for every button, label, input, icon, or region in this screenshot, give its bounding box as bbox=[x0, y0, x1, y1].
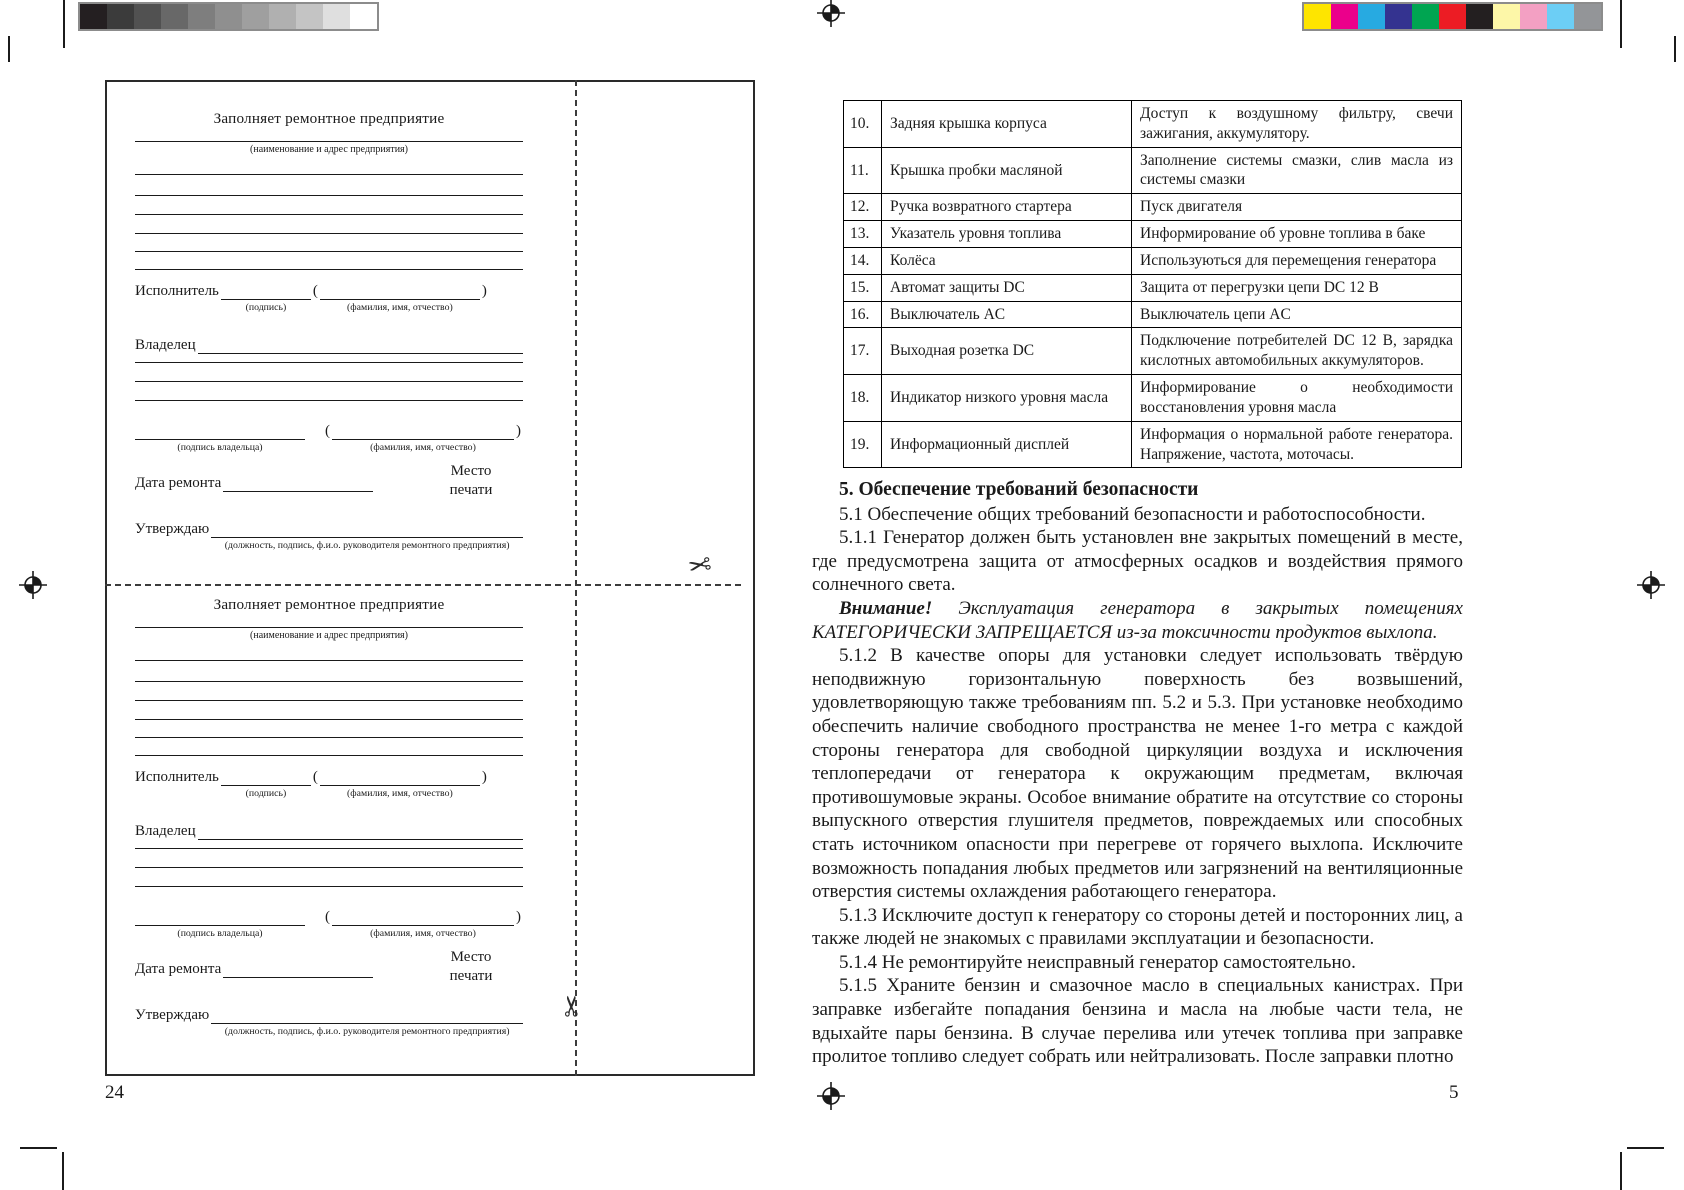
calibration-swatch bbox=[350, 4, 377, 29]
approver-caption: (должность, подпись, ф.и.о. руководителя ремонтного предприятия) bbox=[224, 1026, 510, 1037]
part-name-cell: Крышка пробки масляной bbox=[882, 147, 1132, 194]
blank-line bbox=[135, 848, 523, 849]
part-description-cell: Защита от перегрузки цепи DC 12 В bbox=[1132, 274, 1462, 301]
blank-line bbox=[135, 867, 523, 868]
approve-label: Утверждаю bbox=[135, 1007, 210, 1023]
blank-line bbox=[135, 195, 523, 196]
blank-line bbox=[135, 737, 523, 738]
row-number-cell: 15. bbox=[844, 274, 882, 301]
crop-mark bbox=[1627, 1147, 1664, 1149]
row-number-cell: 14. bbox=[844, 247, 882, 274]
blank-line bbox=[135, 700, 523, 701]
executor-row bbox=[135, 278, 523, 313]
calibration-swatch bbox=[107, 4, 134, 29]
part-description-cell: Информация о нормальной работе генератора. Напряжение, частота, моточасы. bbox=[1132, 421, 1462, 468]
signature-caption: (подпись) bbox=[245, 302, 287, 313]
blank-line bbox=[135, 251, 523, 252]
parts-table-body bbox=[844, 101, 1462, 468]
calibration-swatch bbox=[1466, 4, 1493, 29]
calibration-swatch bbox=[323, 4, 350, 29]
executor-name-field bbox=[320, 768, 480, 799]
repair-date-field bbox=[223, 474, 373, 492]
section-heading: 5. Обеспечение требований безопасности bbox=[839, 479, 1199, 500]
table-row bbox=[844, 328, 1462, 375]
stamp-line: печати bbox=[449, 482, 493, 498]
executor-signature-field bbox=[221, 282, 311, 313]
table-row bbox=[844, 101, 1462, 148]
blank-line bbox=[135, 233, 523, 234]
repair-form-top bbox=[135, 110, 523, 560]
owner-signature-row bbox=[135, 418, 523, 453]
approve-field bbox=[211, 520, 523, 551]
table-row bbox=[844, 301, 1462, 328]
table-row bbox=[844, 375, 1462, 422]
approve-row bbox=[135, 1002, 523, 1037]
blank-line bbox=[135, 681, 523, 682]
stamp-placeholder bbox=[435, 462, 507, 500]
calibration-swatch bbox=[1331, 4, 1358, 29]
color-calibration-bar bbox=[1302, 2, 1603, 31]
blank-line bbox=[135, 381, 523, 382]
owner-field bbox=[198, 822, 523, 840]
calibration-swatch bbox=[134, 4, 161, 29]
part-name-cell: Индикатор низкого уровня масла bbox=[882, 375, 1132, 422]
fullname-caption: (фамилия, имя, отчество) bbox=[347, 302, 453, 313]
row-number-cell: 18. bbox=[844, 375, 882, 422]
approver-caption: (должность, подпись, ф.и.о. руководителя ремонтного предприятия) bbox=[224, 540, 510, 551]
row-number-cell: 19. bbox=[844, 421, 882, 468]
calibration-swatch bbox=[1574, 4, 1601, 29]
executor-label: Исполнитель bbox=[135, 283, 219, 299]
paragraph-5-1-3: 5.1.3 Исключите доступ к генератору со стороны детей и посторонних лиц, а также людей не знакомых с правилами эксплуатации и безопасности. bbox=[812, 904, 1463, 950]
paragraph-5-1-2: 5.1.2 В качестве опоры для установки следует использовать твёрдую неподвижную горизонтальную поверхность без возвышений, удовлетворяющую также требованиям пп. 5.2 и 5.3. При установке необходимо обеспечить наличие свободного пространства не менее 1-го метра с каждой стороны генератора для свободной циркуляции воздуха и исключения теплопередачи от генератора к окружающим предметам, включая противошумовые экраны. Особое внимание обратите на отсутствие со стороны выпускного отверстия глушителя предметов, повреждаемых или способных стать источником опасности при перегреве от горячего выхлопа. Исключите возможность попадания любых предметов или загрязнений на вентиляционные отверстия системы охлаждения работающего генератора. bbox=[812, 645, 1463, 903]
blank-line bbox=[135, 214, 523, 215]
part-description-cell: Пуск двигателя bbox=[1132, 194, 1462, 221]
part-name-cell: Задняя крышка корпуса bbox=[882, 101, 1132, 148]
fullname-caption: (фамилия, имя, отчество) bbox=[370, 928, 476, 939]
row-number-cell: 10. bbox=[844, 101, 882, 148]
scissors-icon: ✂ bbox=[685, 547, 715, 584]
blank-line bbox=[135, 141, 523, 142]
owner-signature-caption: (подпись владельца) bbox=[177, 442, 263, 453]
paragraph-5-1-5: 5.1.5 Храните бензин и смазочное масло в специальных канистрах. При заправке избегайте попадания бензина и масла на любые части тела, не вдыхайте пары бензина. В случае перелива или утечек топлива при заправке пролитое топливо следует собрать или нейтрализовать. После заправки плотно bbox=[812, 975, 1463, 1068]
executor-row bbox=[135, 764, 523, 799]
owner-signature-field bbox=[135, 422, 305, 453]
fullname-caption: (фамилия, имя, отчество) bbox=[347, 788, 453, 799]
blank-line bbox=[135, 269, 523, 270]
row-number-cell: 13. bbox=[844, 221, 882, 248]
crop-mark bbox=[62, 1152, 64, 1190]
crop-mark bbox=[8, 36, 10, 62]
table-row bbox=[844, 247, 1462, 274]
executor-label: Исполнитель bbox=[135, 769, 219, 785]
crop-mark bbox=[1620, 1152, 1622, 1190]
part-description-cell: Информирование о необходимости восстановления уровня масла bbox=[1132, 375, 1462, 422]
part-name-cell: Информационный дисплей bbox=[882, 421, 1132, 468]
repair-date-label: Дата ремонта bbox=[135, 961, 222, 977]
stamp-line: Место bbox=[450, 463, 492, 479]
signature-caption: (подпись) bbox=[245, 788, 287, 799]
paren: ) bbox=[481, 769, 487, 785]
calibration-swatch bbox=[80, 4, 107, 29]
calibration-swatch bbox=[188, 4, 215, 29]
paren: ( bbox=[325, 909, 330, 925]
paren: ) bbox=[481, 283, 487, 299]
calibration-swatch bbox=[1547, 4, 1574, 29]
row-number-cell: 12. bbox=[844, 194, 882, 221]
executor-name-field bbox=[320, 282, 480, 313]
part-name-cell: Указатель уровня топлива bbox=[882, 221, 1132, 248]
repair-form-bottom bbox=[135, 596, 523, 1046]
part-description-cell: Заполнение системы смазки, слив масла из системы смазки bbox=[1132, 147, 1462, 194]
fullname-caption: (фамилия, имя, отчество) bbox=[370, 442, 476, 453]
form-heading: Заполняет ремонтное предприятие bbox=[213, 110, 445, 127]
company-caption: (наименование и адрес предприятия) bbox=[250, 630, 408, 641]
owner-name-field bbox=[332, 908, 514, 939]
blank-line bbox=[135, 886, 523, 887]
calibration-swatch bbox=[161, 4, 188, 29]
row-number-cell: 16. bbox=[844, 301, 882, 328]
owner-row bbox=[135, 332, 523, 354]
blank-line bbox=[135, 400, 523, 401]
part-description-cell: Используються для перемещения генератора bbox=[1132, 247, 1462, 274]
form-heading: Заполняет ремонтное предприятие bbox=[213, 596, 445, 613]
table-row bbox=[844, 274, 1462, 301]
owner-row bbox=[135, 818, 523, 840]
company-caption: (наименование и адрес предприятия) bbox=[250, 144, 408, 155]
calibration-swatch bbox=[269, 4, 296, 29]
warning-lead: Внимание! bbox=[839, 597, 933, 619]
part-name-cell: Выходная розетка DC bbox=[882, 328, 1132, 375]
blank-line bbox=[135, 362, 523, 363]
calibration-swatch bbox=[1304, 4, 1331, 29]
part-name-cell: Автомат защиты DC bbox=[882, 274, 1132, 301]
owner-signature-field bbox=[135, 908, 305, 939]
registration-mark-icon bbox=[1636, 570, 1666, 600]
stamp-line: печати bbox=[449, 968, 493, 984]
executor-signature-field bbox=[221, 768, 311, 799]
page-number-right: 5 bbox=[1449, 1082, 1459, 1103]
blank-line bbox=[135, 174, 523, 175]
calibration-swatch bbox=[215, 4, 242, 29]
page-number-left: 24 bbox=[105, 1082, 124, 1103]
table-row bbox=[844, 221, 1462, 248]
warning-paragraph bbox=[812, 597, 1463, 644]
stamp-placeholder bbox=[435, 948, 507, 986]
part-description-cell: Выключатель цепи AC bbox=[1132, 301, 1462, 328]
blank-line bbox=[135, 719, 523, 720]
calibration-swatch bbox=[1385, 4, 1412, 29]
part-description-cell: Информирование об уровне топлива в баке bbox=[1132, 221, 1462, 248]
owner-signature-row bbox=[135, 904, 523, 939]
blank-line bbox=[135, 627, 523, 628]
paren: ( bbox=[312, 283, 318, 299]
registration-mark-icon bbox=[816, 0, 846, 28]
crop-mark bbox=[20, 1147, 57, 1149]
crop-mark bbox=[63, 0, 65, 48]
paren: ( bbox=[312, 769, 318, 785]
warning-text: Эксплуатация генератора в закрытых помещениях КАТЕГОРИЧЕСКИ ЗАПРЕЩАЕТСЯ из-за токсичности продуктов выхлопа. bbox=[812, 597, 1463, 643]
horizontal-cut-line bbox=[105, 584, 741, 586]
calibration-swatch bbox=[1412, 4, 1439, 29]
part-name-cell: Колёса bbox=[882, 247, 1132, 274]
owner-field bbox=[198, 336, 523, 354]
registration-mark-icon bbox=[816, 1081, 846, 1111]
owner-signature-caption: (подпись владельца) bbox=[177, 928, 263, 939]
approve-field bbox=[211, 1006, 523, 1037]
paragraph-5-1-4: 5.1.4 Не ремонтируйте неисправный генератор самостоятельно. bbox=[839, 951, 1356, 973]
table-row bbox=[844, 421, 1462, 468]
stamp-line: Место bbox=[450, 949, 492, 965]
scissors-icon: ✂ bbox=[555, 994, 589, 1018]
part-description-cell: Доступ к воздушному фильтру, свечи зажигания, аккумулятору. bbox=[1132, 101, 1462, 148]
calibration-swatch bbox=[1439, 4, 1466, 29]
table-row bbox=[844, 147, 1462, 194]
safety-section bbox=[812, 478, 1463, 1069]
vertical-cut-line bbox=[575, 80, 577, 1076]
part-name-cell: Выключатель AC bbox=[882, 301, 1132, 328]
paragraph-5-1-1: 5.1.1 Генератор должен быть установлен вне закрытых помещений в месте, где предусмотрена защита от атмосферных осадков и воздействия прямого солнечного света. bbox=[812, 527, 1463, 596]
owner-label: Владелец bbox=[135, 337, 196, 353]
repair-date-label: Дата ремонта bbox=[135, 475, 222, 491]
part-name-cell: Ручка возвратного стартера bbox=[882, 194, 1132, 221]
row-number-cell: 17. bbox=[844, 328, 882, 375]
generator-parts-table bbox=[843, 100, 1462, 468]
blank-line bbox=[135, 755, 523, 756]
grayscale-calibration-bar bbox=[78, 2, 379, 31]
part-description-cell: Подключение потребителей DC 12 В, зарядка кислотных автомобильных аккумуляторов. bbox=[1132, 328, 1462, 375]
paren: ) bbox=[516, 423, 521, 439]
row-number-cell: 11. bbox=[844, 147, 882, 194]
approve-label: Утверждаю bbox=[135, 521, 210, 537]
blank-line bbox=[135, 660, 523, 661]
crop-mark bbox=[1674, 36, 1676, 62]
owner-label: Владелец bbox=[135, 823, 196, 839]
calibration-swatch bbox=[1520, 4, 1547, 29]
paren: ) bbox=[516, 909, 521, 925]
paren: ( bbox=[325, 423, 330, 439]
calibration-swatch bbox=[296, 4, 323, 29]
repair-date-field bbox=[223, 960, 373, 978]
owner-name-field bbox=[332, 422, 514, 453]
crop-mark bbox=[1620, 0, 1622, 48]
calibration-swatch bbox=[1493, 4, 1520, 29]
approve-row bbox=[135, 516, 523, 551]
table-row bbox=[844, 194, 1462, 221]
paragraph-5-1: 5.1 Обеспечение общих требований безопасности и работоспособности. bbox=[839, 503, 1426, 525]
registration-mark-icon bbox=[18, 570, 48, 600]
calibration-swatch bbox=[242, 4, 269, 29]
calibration-swatch bbox=[1358, 4, 1385, 29]
